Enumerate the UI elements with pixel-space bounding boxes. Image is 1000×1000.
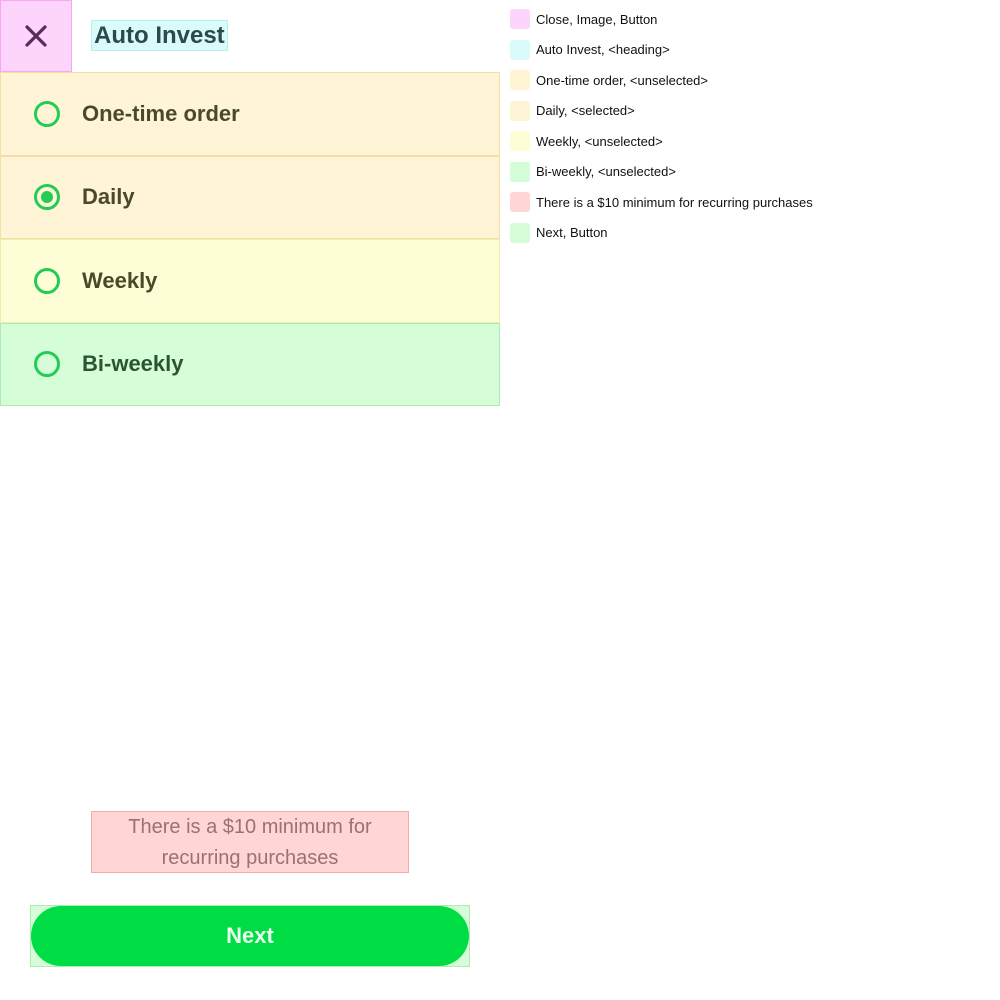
legend-text: Next, Button [536, 225, 608, 241]
legend-item [510, 35, 990, 66]
frequency-option[interactable] [0, 323, 500, 407]
legend-swatch [510, 223, 530, 243]
option-label: One-time order [82, 100, 240, 126]
radio-unselected-icon [34, 351, 60, 377]
radio-dot [41, 191, 53, 203]
minimum-notice: There is a $10 minimum for recurring purchases [91, 811, 409, 873]
next-button-highlight [30, 905, 470, 967]
option-label: Bi-weekly [82, 351, 184, 377]
legend-item [510, 96, 990, 127]
legend-item [510, 157, 990, 188]
annotation-legend [510, 4, 990, 248]
next-button[interactable]: Next [31, 906, 469, 966]
legend-swatch [510, 70, 530, 90]
legend-text: Weekly, <unselected> [536, 133, 663, 149]
frequency-option[interactable] [0, 156, 500, 240]
frequency-option[interactable] [0, 239, 500, 323]
legend-swatch [510, 101, 530, 121]
close-icon [25, 25, 47, 47]
radio-unselected-icon [34, 101, 60, 127]
option-label: Weekly [82, 267, 158, 293]
legend-item [510, 126, 990, 157]
legend-swatch [510, 192, 530, 212]
legend-text: Daily, <selected> [536, 103, 635, 119]
radio-selected-icon [34, 184, 60, 210]
legend-text: Close, Image, Button [536, 11, 658, 27]
option-label: Daily [82, 184, 135, 210]
legend-text: Auto Invest, <heading> [536, 42, 670, 58]
legend-swatch [510, 162, 530, 182]
frequency-option[interactable] [0, 72, 500, 156]
legend-item [510, 218, 990, 249]
legend-item [510, 65, 990, 96]
legend-item [510, 4, 990, 35]
legend-text: There is a $10 minimum for recurring purchases [536, 194, 813, 210]
page-title: Auto Invest [91, 20, 228, 51]
legend-text: Bi-weekly, <unselected> [536, 164, 676, 180]
legend-item [510, 187, 990, 218]
legend-swatch [510, 131, 530, 151]
legend-text: One-time order, <unselected> [536, 72, 708, 88]
legend-swatch [510, 40, 530, 60]
close-button[interactable] [0, 0, 72, 72]
frequency-options [0, 72, 500, 406]
radio-unselected-icon [34, 268, 60, 294]
legend-swatch [510, 9, 530, 29]
